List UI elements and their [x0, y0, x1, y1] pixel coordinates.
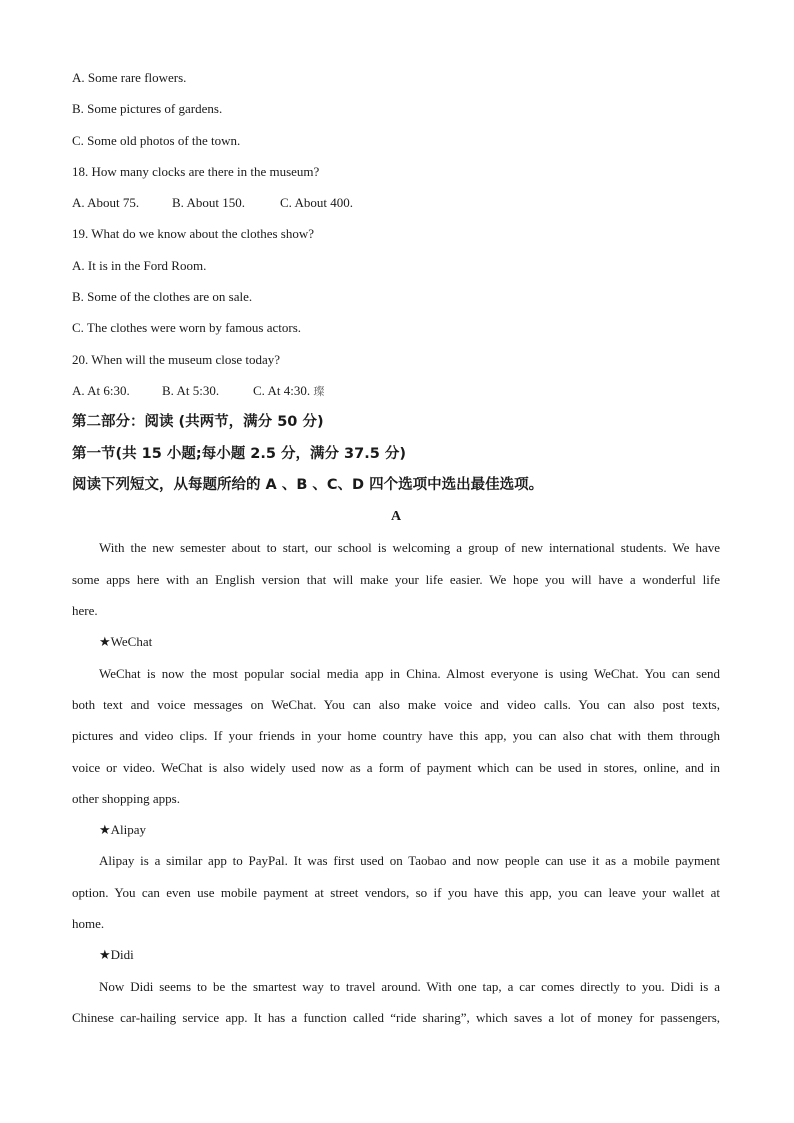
alipay-paragraph: [72, 845, 720, 939]
section-subtitle: 第一节(共 15 小题;每小题 2.5 分，满分 37.5 分): [72, 445, 406, 462]
exam-page: [72, 62, 720, 1033]
q18-question: 18. How many clocks are there in the museum?: [72, 163, 320, 179]
q18-option-a: A. About 75.: [72, 195, 140, 211]
text-line: pictures and video clips. If your friends in your home country have this app, you can also chat with them through: [72, 728, 720, 744]
text-line: Chinese car-hailing service app. It has a function called “ride sharing”, which saves a lot of money for passengers,: [72, 1009, 720, 1025]
q19-option-c: C. The clothes were worn by famous actors.: [72, 320, 302, 336]
wechat-heading: ★WeChat: [99, 634, 153, 650]
watermark-glyph: 璨: [313, 384, 325, 398]
q18-option-c: C. About 400.: [280, 195, 353, 211]
text-line: other shopping apps.: [72, 790, 180, 806]
q17-option-b: B. Some pictures of gardens.: [72, 101, 223, 117]
text-line: option. You can even use mobile payment at street vendors, so if you have this app, you can leave your wallet at: [72, 884, 720, 900]
didi-heading: ★Didi: [99, 947, 134, 963]
alipay-heading: ★Alipay: [99, 822, 147, 838]
section-title: 第二部分：阅读 (共两节，满分 50 分): [72, 414, 324, 431]
section-instruction: 阅读下列短文，从每题所给的 A 、B 、C、D 四个选项中选出最佳选项。: [72, 476, 544, 493]
q20-question: 20. When will the museum close today?: [72, 351, 281, 367]
text-line: Alipay is a similar app to PayPal. It was first used on Taobao and now people can use it as a mobile payment: [99, 853, 720, 869]
q20-options: [72, 375, 720, 407]
text-line: here.: [72, 603, 98, 619]
text-line: WeChat is now the most popular social media app in China. Almost everyone is using WeChat. You can send: [99, 665, 720, 681]
text-line: some apps here with an English version that will make your life easier. We hope you will have a wonderful life: [72, 571, 720, 587]
passage-label: A: [390, 509, 402, 525]
q19-question: 19. What do we know about the clothes show?: [72, 226, 315, 242]
q17-option-a: A. Some rare flowers.: [72, 70, 187, 85]
text-line: both text and voice messages on WeChat. You can also make voice and video calls. You can also post texts,: [72, 696, 720, 712]
text-line: voice or video. WeChat is also widely used now as a form of payment which can be used in stores, online, and in: [72, 759, 720, 775]
text-line: home.: [72, 916, 105, 932]
q18-options: [72, 187, 720, 218]
q19-option-b: B. Some of the clothes are on sale.: [72, 289, 253, 305]
q17-option-c: C. Some old photos of the town.: [72, 132, 241, 148]
wechat-paragraph: [72, 658, 720, 814]
didi-paragraph: [72, 971, 720, 1034]
q18-option-b: B. About 150.: [172, 195, 245, 211]
passage-intro: [72, 532, 720, 626]
q20-option-a: A. At 6:30.: [72, 382, 130, 398]
q20-option-c: C. At 4:30.: [253, 382, 311, 398]
text-line: Now Didi seems to be the smartest way to travel around. With one tap, a car comes directly to you. Didi is a: [99, 978, 720, 994]
q19-option-a: A. It is in the Ford Room.: [72, 257, 207, 273]
text-line: With the new semester about to start, our school is welcoming a group of new international students. We have: [99, 540, 720, 556]
q20-option-b: B. At 5:30.: [162, 382, 220, 398]
